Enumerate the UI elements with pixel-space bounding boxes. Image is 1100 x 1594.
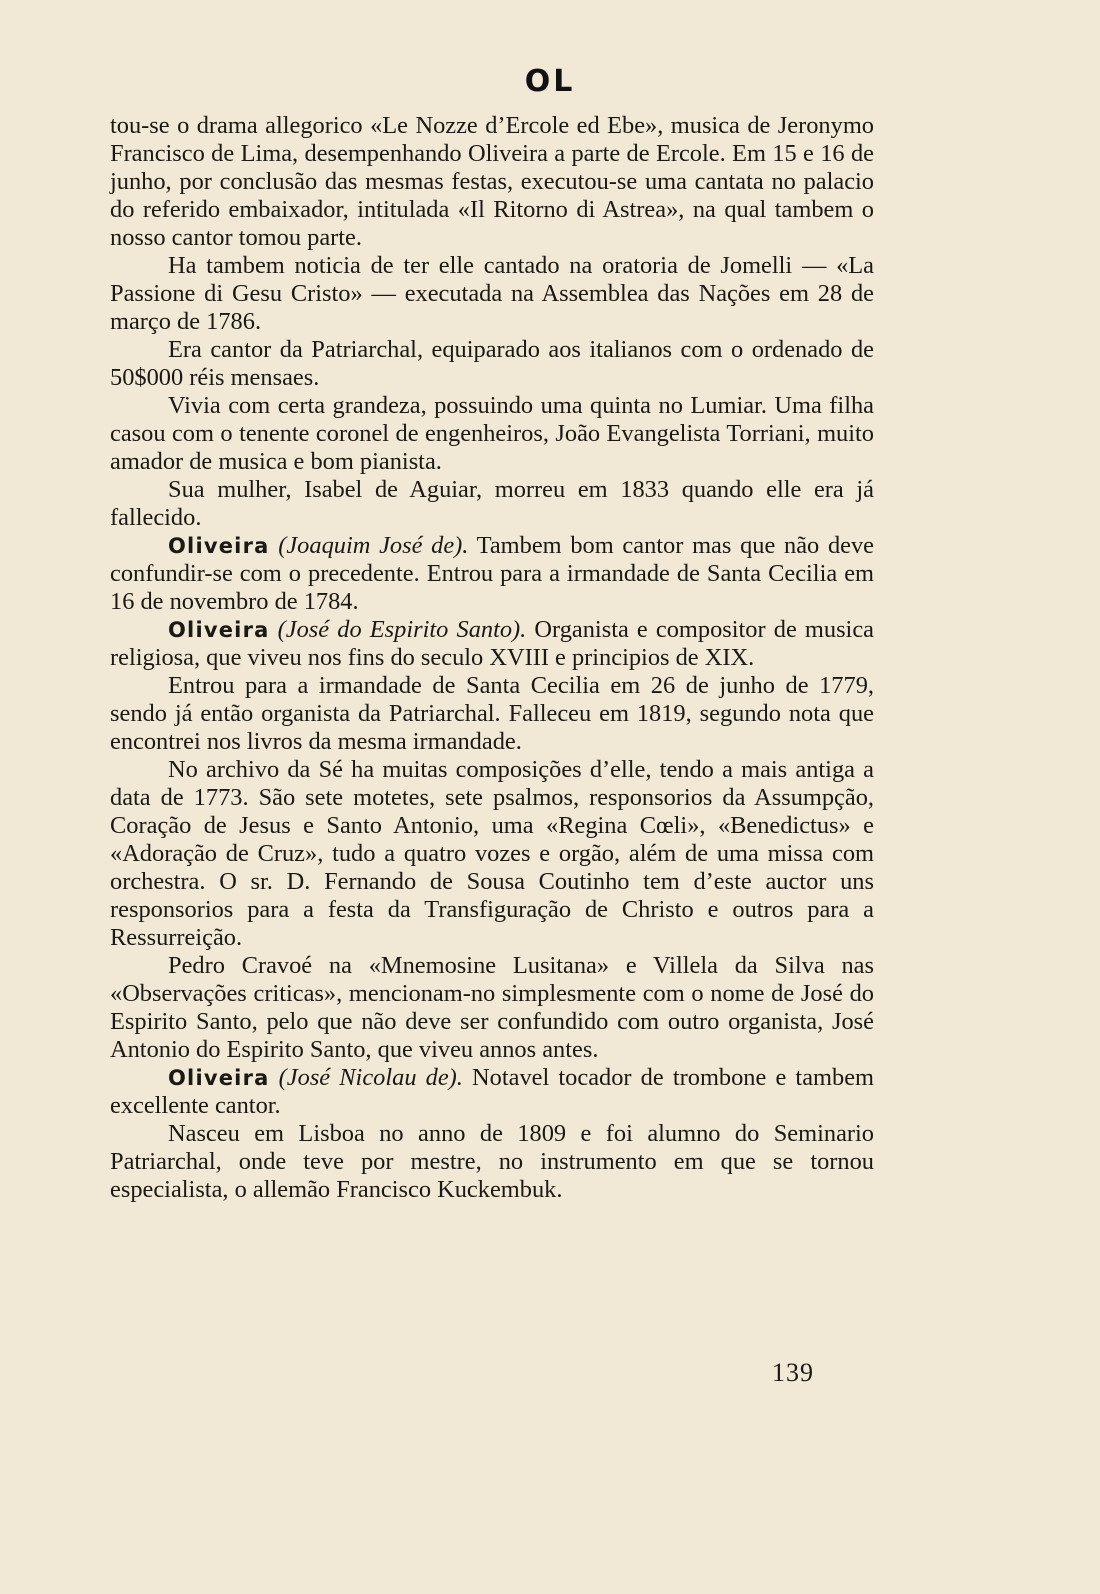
entry-text: Tambem bom cantor mas que não deve confundir-se com o precedente. Entrou para a irmandade de Santa Cecilia em 16 de novembro de 1784. — [110, 532, 874, 615]
entry-head: Oliveira — [168, 1066, 270, 1090]
entry-name: (Joaquim José de). — [278, 532, 469, 559]
paragraph: Ha tambem noticia de ter elle cantado na oratoria de Jomelli — «La Passione di Gesu Cristo» — executada na Assemblea das Nações em 28 de março de 1786. — [110, 252, 874, 335]
paragraph: Pedro Cravoé na «Mnemosine Lusitana» e Villela da Silva nas «Observações criticas», mencionam-no simplesmente com o nome de José do Espirito Santo, pelo que não deve ser confundido com outro organista, José Antonio do Espirito Santo, que viveu annos antes. — [110, 952, 874, 1063]
page-number: 139 — [772, 1358, 814, 1387]
body-text — [110, 112, 874, 1204]
running-head: OL — [524, 64, 576, 99]
entry-name: (José do Espirito Santo). — [277, 616, 527, 643]
paragraph: Vivia com certa grandeza, possuindo uma quinta no Lumiar. Uma filha casou com o tenente coronel de engenheiros, João Evangelista Torriani, muito amador de musica e bom pianista. — [110, 392, 874, 475]
entry-name: (José Nicolau de). — [278, 1064, 463, 1091]
paragraph: No archivo da Sé ha muitas composições d’elle, tendo a mais antiga a data de 1773. São sete motetes, sete psalmos, responsorios da Assumpção, Coração de Jesus e Santo Antonio, uma «Regina Cœli», «Benedictus» e «Adoração de Cruz», tudo a quatro vozes e orgão, além de uma missa com orchestra. O sr. D. Fernando de Sousa Coutinho tem d’este auctor uns responsorios para a festa da Transfiguração de Christo e outros para a Ressurreição. — [110, 756, 874, 951]
paragraph: Entrou para a irmandade de Santa Cecilia em 26 de junho de 1779, sendo já então organista da Patriarchal. Falleceu em 1819, segundo nota que encontrei nos livros da mesma irmandade. — [110, 672, 874, 755]
entry-text: Organista e compositor de musica religiosa, que viveu nos fins do seculo XVIII e principios de XIX. — [110, 616, 874, 671]
paragraph: Sua mulher, Isabel de Aguiar, morreu em 1833 quando elle era já fallecido. — [110, 476, 874, 531]
paragraph: tou-se o drama allegorico «Le Nozze d’Ercole ed Ebe», musica de Jeronymo Francisco de Lima, desempenhando Oliveira a parte de Ercole. Em 15 e 16 de junho, por conclusão das mesmas festas, executou-se uma cantata no palacio do referido embaixador, intitulada «Il Ritorno di Astrea», na qual tambem o nosso cantor tomou parte. — [110, 112, 874, 251]
entry-oliveira-jose-espirito-santo — [110, 616, 874, 672]
entry-head: Oliveira — [168, 534, 270, 558]
entry-head: Oliveira — [168, 618, 270, 642]
entry-oliveira-jose-nicolau — [110, 1064, 874, 1120]
entry-text: Notavel tocador de trombone e tambem excellente cantor. — [110, 1064, 874, 1119]
paragraph: Nasceu em Lisboa no anno de 1809 e foi alumno do Seminario Patriarchal, onde teve por mestre, no instrumento em que se tornou especialista, o allemão Francisco Kuckembuk. — [110, 1120, 874, 1203]
entry-oliveira-joaquim — [110, 532, 874, 616]
paragraph: Era cantor da Patriarchal, equiparado aos italianos com o ordenado de 50$000 réis mensaes. — [110, 336, 874, 391]
